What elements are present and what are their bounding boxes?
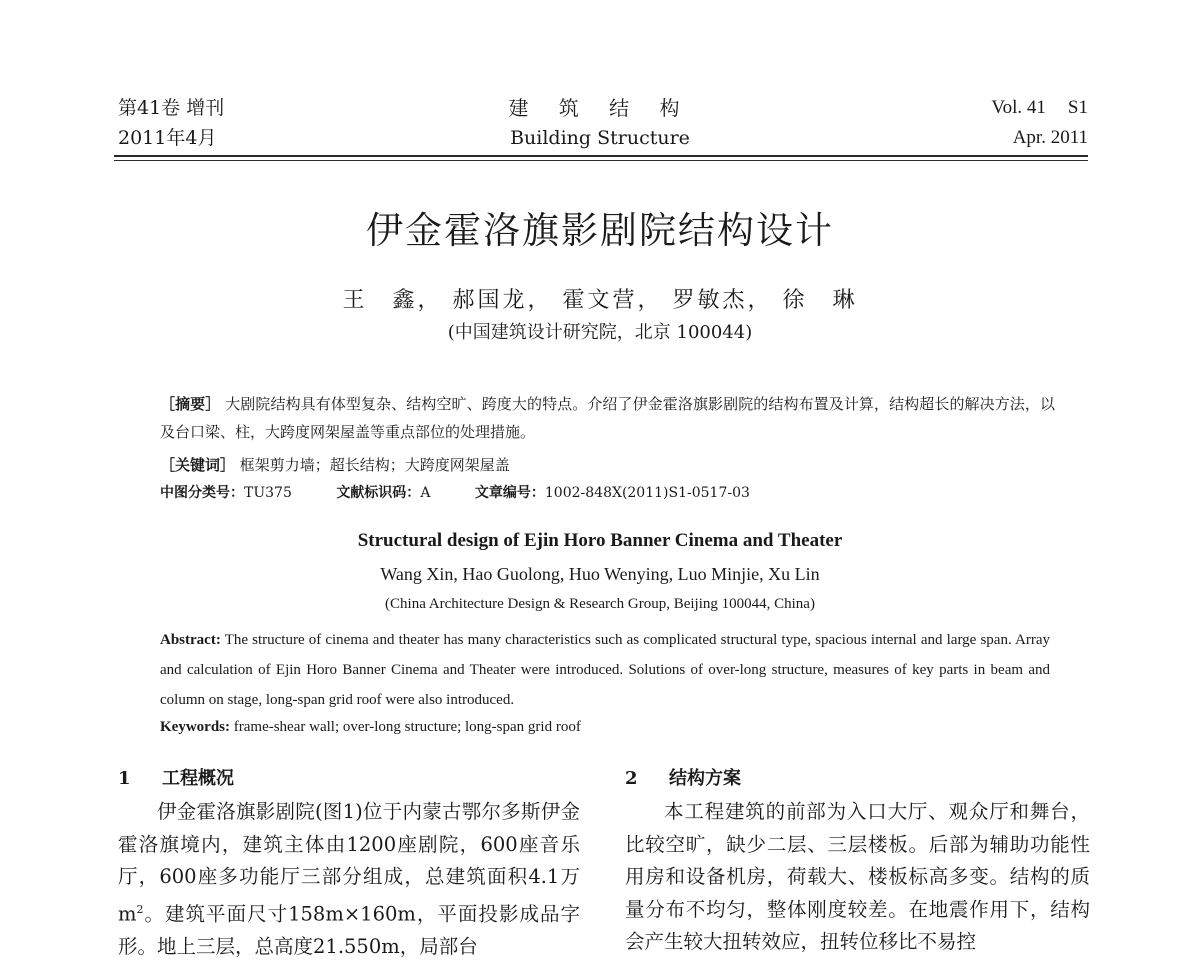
english-keywords (160, 714, 1050, 740)
cn-abstract (160, 390, 1055, 446)
section-2-heading (625, 764, 1090, 794)
journal-issue-info (118, 93, 224, 153)
document-code (336, 481, 430, 505)
section-1-text-continued: 。建筑平面尺寸158m×160m，平面投影成品字形。地上三层，总高度21.550m，局部台 (118, 902, 580, 958)
document-code-value: A (420, 485, 431, 501)
document-code-label: 文献标识码： (336, 485, 421, 501)
english-abstract (160, 625, 1050, 715)
volume-number: Vol. 41 (991, 97, 1046, 118)
article-number-label: 文章编号： (474, 485, 545, 501)
volume-line (991, 93, 1088, 123)
article-number-value: 1002-848X(2011)S1-0517-03 (544, 485, 750, 501)
english-affiliation: (China Architecture Design & Research Group, Beijing 100044, China) (385, 596, 815, 612)
classification-line (160, 481, 1055, 505)
clc-value: TU375 (244, 485, 292, 501)
clc-number (160, 481, 292, 505)
right-column (625, 764, 1090, 959)
cn-abstract-label: ［摘要］ (160, 395, 221, 413)
issue-date-cn: 2011年4月 (118, 127, 217, 149)
section-2-title: 结构方案 (669, 768, 741, 789)
english-abstract-text: The structure of cinema and theater has many characteristics such as complicated structural type, spacious internal and large span. Array and calculation of Ejin Horo Banner Cinema and Theater were introduced. Solutions of over-long structure, measures of key parts in beam and column on stage, long-span grid roof were also introduced. (160, 632, 1050, 708)
cn-keywords (160, 452, 1055, 478)
english-title: Structural design of Ejin Horo Banner Cinema and Theater (357, 530, 843, 551)
paper-title: 伊金霍洛旗影剧院结构设计 (366, 209, 834, 252)
cn-keywords-text: 框架剪力墙；超长结构；大跨度网架屋盖 (239, 456, 510, 474)
clc-label: 中图分类号： (160, 485, 244, 501)
section-1-title: 工程概况 (162, 768, 234, 789)
journal-name-cn: 建 筑 结 构 (508, 96, 692, 120)
english-authors: Wang Xin, Hao Guolong, Huo Wenying, Luo Minjie, Xu Lin (380, 564, 820, 584)
section-1-text: 伊金霍洛旗影剧院(图1)位于内蒙古鄂尔多斯伊金霍洛旗境内，建筑主体由1200座剧院，600座音乐厅，600座多功能厅三部分组成，总建筑面积4.1万m (118, 800, 580, 925)
section-1-heading (118, 764, 580, 794)
cn-keywords-label: ［关键词］ (160, 456, 236, 474)
section-2-paragraph: 本工程建筑的前部为入口大厅、观众厅和舞台，比较空旷，缺少二层、三层楼板。后部为辅助功能性用房和设备机房，荷载大、楼板标高多变。结构的质量分布不均匀，整体刚度较差。在地震作用下，结构会产生较大扭转效应，扭转位移比不易控 (625, 800, 1090, 953)
left-column (118, 764, 580, 963)
affiliation: (中国建筑设计研究院，北京 100044) (447, 322, 753, 343)
journal-volume-info (991, 93, 1088, 153)
cn-abstract-text: 大剧院结构具有体型复杂、结构空旷、跨度大的特点。介绍了伊金霍洛旗影剧院的结构布置及计算，结构超长的解决方法，以及台口梁、柱，大跨度网架屋盖等重点部位的处理措施。 (160, 395, 1055, 441)
journal-name (400, 93, 800, 153)
section-1-paragraph (118, 796, 580, 963)
article-number (475, 481, 750, 505)
english-keywords-text: frame-shear wall; over-long structure; long-span grid roof (233, 719, 581, 735)
section-1-number: 1 (118, 768, 131, 789)
author-list: 王 鑫， 郝国龙， 霍文营， 罗敏杰， 徐 琳 (342, 288, 858, 313)
journal-name-en: Building Structure (510, 127, 690, 149)
header-rule-thick (114, 155, 1088, 157)
section-2-number: 2 (625, 768, 638, 789)
issue-code: S1 (1067, 97, 1088, 118)
english-abstract-label: Abstract: (160, 632, 221, 648)
header-rule-thin (114, 160, 1088, 161)
issue-date-en: Apr. 2011 (1012, 127, 1088, 148)
english-keywords-label: Keywords: (160, 719, 230, 735)
volume-supplement: 第41卷 增刊 (118, 97, 225, 119)
area-unit-superscript: 2 (136, 902, 144, 916)
